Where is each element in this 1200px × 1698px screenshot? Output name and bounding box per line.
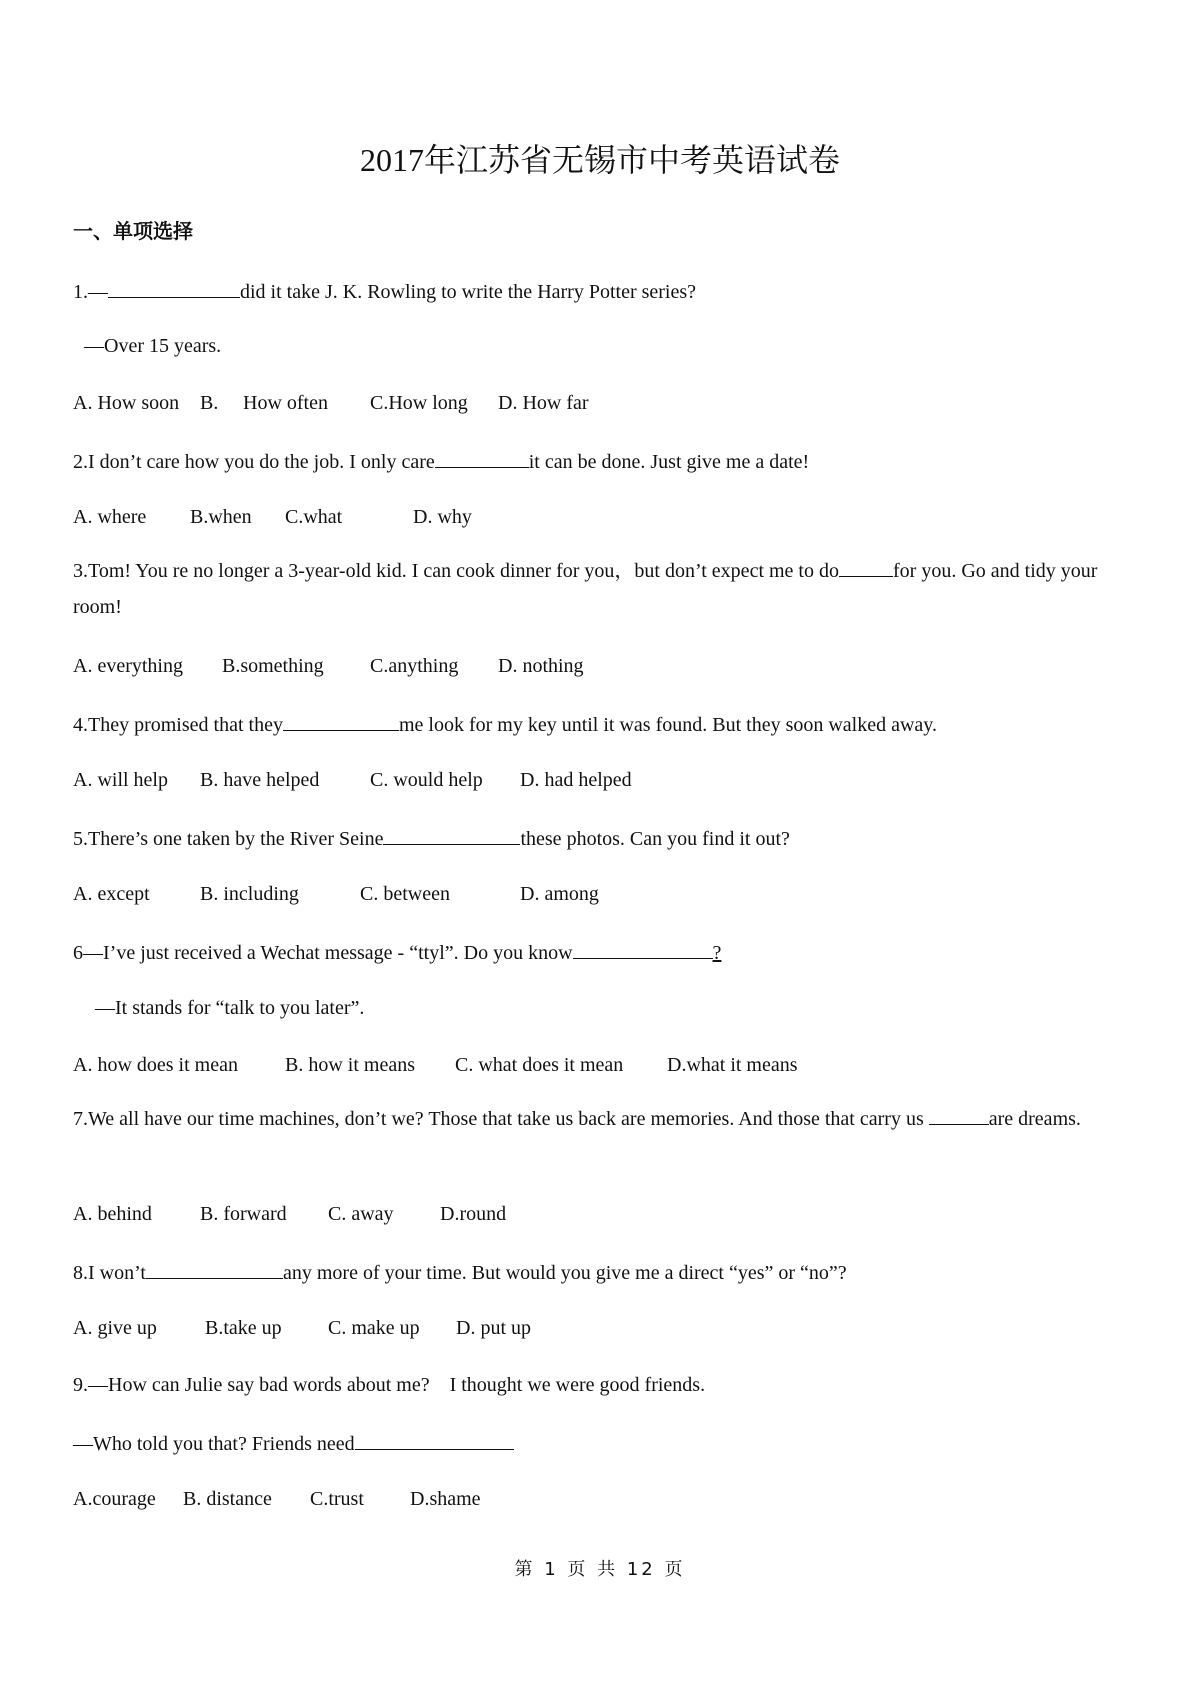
question-7-stem: 7.We all have our time machines, don’t we? Those that take us back are memories. And those that carry us are dreams. bbox=[73, 1101, 1123, 1137]
option-a: A. behind bbox=[73, 1203, 152, 1225]
option-d: D. nothing bbox=[498, 655, 584, 677]
page-footer: 第 1 页 共 12 页 bbox=[514, 1559, 686, 1580]
option-a: A. everything bbox=[73, 655, 183, 677]
option-d: D.what it means bbox=[667, 1054, 798, 1076]
page-title: 2017年江苏省无锡市中考英语试卷 bbox=[359, 142, 840, 178]
option-d: D. among bbox=[520, 883, 599, 905]
option-c: C. what does it mean bbox=[455, 1054, 624, 1076]
question-2-stem: 2.I don’t care how you do the job. I only care it can be done. Just give me a date! bbox=[73, 447, 1133, 475]
option-b: B. forward bbox=[200, 1203, 287, 1225]
question-6-stem: 6—I’ve just received a Wechat message - “ttyl”. Do you know ? bbox=[73, 938, 1133, 966]
answer-blank bbox=[383, 824, 520, 845]
question-4-stem: 4.They promised that they me look for my key until it was found. But they soon walked away. bbox=[73, 710, 1133, 738]
option-c: C. would help bbox=[370, 769, 483, 791]
question-6-reply: —It stands for “talk to you later”. bbox=[95, 997, 365, 1019]
question-8-stem: 8.I won’t any more of your time. But would you give me a direct “yes” or “no”? bbox=[73, 1258, 1133, 1286]
section-heading: 一、单项选择 bbox=[73, 219, 193, 243]
option-a: A. how does it mean bbox=[73, 1054, 238, 1076]
option-a: A. except bbox=[73, 883, 150, 905]
option-b-text: How often bbox=[243, 392, 328, 414]
option-d: D. why bbox=[413, 506, 472, 528]
question-9-stem: 9.—How can Julie say bad words about me? I thought we were good friends. bbox=[73, 1374, 706, 1396]
option-d: D.round bbox=[440, 1203, 507, 1225]
option-c: C. between bbox=[360, 883, 450, 905]
option-c: C.trust bbox=[310, 1488, 364, 1510]
option-c: C. make up bbox=[328, 1317, 420, 1339]
answer-blank bbox=[146, 1258, 283, 1279]
option-b: B. how it means bbox=[285, 1054, 415, 1076]
option-a: A. give up bbox=[73, 1317, 157, 1339]
answer-blank bbox=[839, 556, 893, 577]
option-b: B.when bbox=[190, 506, 252, 528]
option-d: D.shame bbox=[410, 1488, 481, 1510]
option-c: C.what bbox=[285, 506, 343, 528]
option-b: B.take up bbox=[205, 1317, 282, 1339]
option-c: C. away bbox=[328, 1203, 394, 1225]
question-5-stem: 5.There’s one taken by the River Seine these photos. Can you find it out? bbox=[73, 824, 1133, 852]
question-3-stem: 3.Tom! You re no longer a 3-year-old kid. I can cook dinner for you，but don’t expect me to do for you. Go and tidy your room! bbox=[73, 553, 1143, 625]
option-c: C.anything bbox=[370, 655, 459, 677]
answer-blank bbox=[573, 938, 713, 959]
option-d: D. How far bbox=[498, 392, 589, 414]
option-a: A. will help bbox=[73, 769, 168, 791]
option-d: D. had helped bbox=[520, 769, 632, 791]
question-1-reply: —Over 15 years. bbox=[84, 335, 222, 357]
question-9-reply: —Who told you that? Friends need bbox=[73, 1429, 1133, 1457]
option-b: B. including bbox=[200, 883, 299, 905]
option-a: A. How soon bbox=[73, 392, 180, 414]
question-1-stem: 1.— did it take J. K. Rowling to write the Harry Potter series? bbox=[73, 277, 1133, 305]
option-d: D. put up bbox=[456, 1317, 531, 1339]
answer-blank bbox=[435, 447, 529, 468]
option-b: B. distance bbox=[183, 1488, 272, 1510]
answer-blank bbox=[283, 710, 399, 731]
option-c: C.How long bbox=[370, 392, 468, 414]
answer-blank bbox=[108, 277, 240, 298]
option-b: B. bbox=[200, 392, 219, 414]
option-b: B. have helped bbox=[200, 769, 320, 791]
option-b: B.something bbox=[222, 655, 324, 677]
answer-blank bbox=[355, 1429, 514, 1450]
option-a: A.courage bbox=[73, 1488, 156, 1510]
option-a: A. where bbox=[73, 506, 147, 528]
answer-blank bbox=[929, 1104, 989, 1125]
